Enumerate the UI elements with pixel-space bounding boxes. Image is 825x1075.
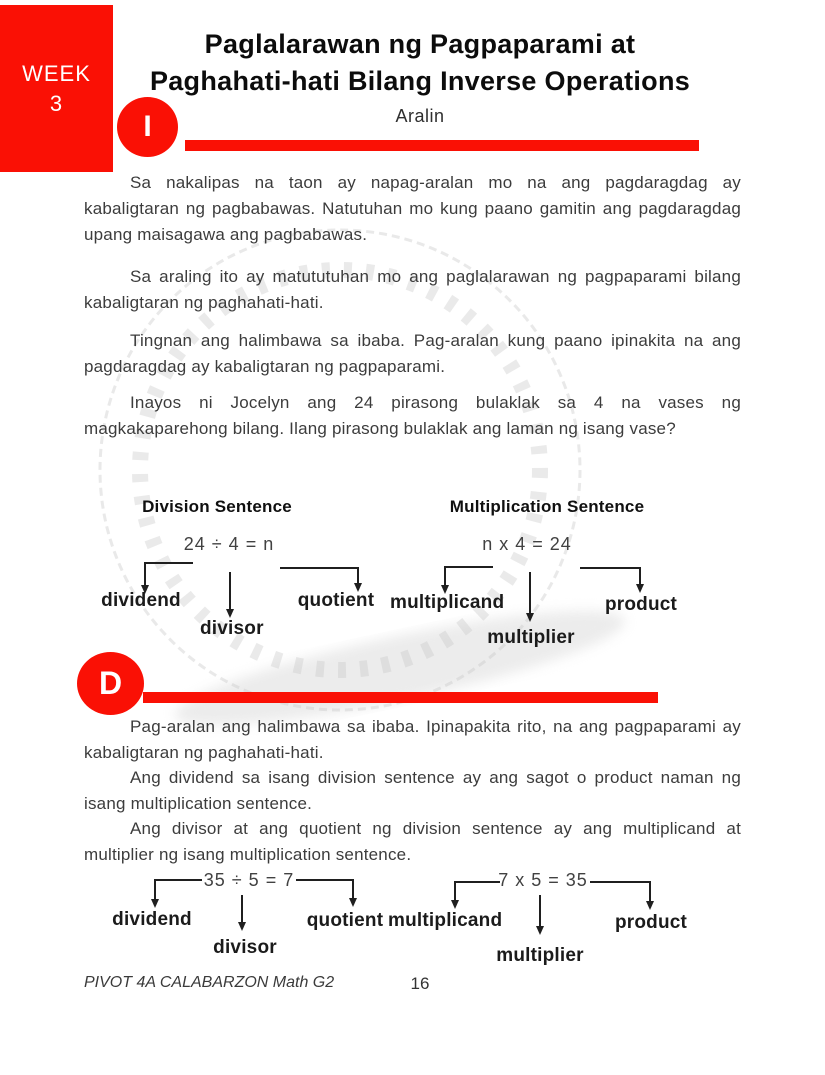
multiplication-equation: n x 4 = 24 — [482, 534, 572, 554]
aralin-label: Aralin — [395, 106, 445, 126]
title-line-2: Paghahati-hati Bilang Inverse Operations — [149, 66, 691, 96]
division-sentence-heading: Division Sentence — [142, 497, 292, 516]
multiplier-label: multiplier — [496, 945, 584, 966]
intro-text — [84, 170, 741, 442]
week-box — [0, 5, 113, 172]
division-example-diagram — [90, 865, 400, 965]
section-d-text — [84, 714, 741, 867]
divisor-label: divisor — [200, 618, 264, 639]
page-number: 16 — [410, 974, 430, 993]
multiplicand-label: multiplicand — [390, 592, 505, 613]
paragraph-2: Sa araling ito ay matututuhan mo ang paglalarawan ng pagpaparami bilang kabaligtaran ng paghahati-hati. — [84, 267, 741, 312]
paragraph-6: Ang dividend sa isang division sentence ay ang sagot o product naman ng isang multiplication sentence. — [84, 768, 741, 813]
quotient-label: quotient — [306, 910, 384, 931]
section-d-rule — [143, 692, 658, 703]
week-label: WEEK — [22, 60, 91, 86]
paragraph-3: Tingnan ang halimbawa sa ibaba. Pag-aralan kung paano ipinakita na ang pagdaragdag ay kabaligtaran ng pagpaparami. — [84, 331, 741, 376]
title-line-1: Paglalarawan ng Pagpaparami at — [204, 29, 636, 59]
section-d-badge — [77, 652, 144, 715]
multiplication-example-diagram — [380, 865, 740, 970]
week-number: 3 — [49, 90, 64, 116]
page-title — [115, 26, 725, 100]
multiplier-label: multiplier — [487, 627, 575, 648]
multiplication-example-equation: 7 x 5 = 35 — [498, 870, 588, 890]
paragraph-4: Inayos ni Jocelyn ang 24 pirasong bulaklak sa 4 na vases ng magkakaparehong bilang. Ilang pirasong bulaklak ang laman ng isang vase? — [84, 393, 741, 438]
product-label: product — [604, 594, 678, 615]
paragraph-1: Sa nakalipas na taon ay napag-aralan mo na ang pagdaragdag ay kabaligtaran ng pagbabawas. Natutuhan mo kung paano gamitin ang pagdaragdag upang maisagawa ang pagbabawas. — [84, 173, 741, 244]
paragraph-7: Ang divisor at ang quotient ng division sentence ay ang multiplicand at multiplier ng isang multiplication sentence. — [84, 819, 741, 864]
section-i-rule — [185, 140, 699, 151]
dividend-label: dividend — [101, 590, 181, 611]
dividend-label: dividend — [112, 909, 192, 930]
footer-credit: PIVOT 4A CALABARZON Math G2 — [84, 974, 335, 991]
multiplication-sentence-diagram — [390, 528, 690, 653]
multiplication-sentence-heading: Multiplication Sentence — [449, 497, 645, 516]
section-i-letter: I — [143, 110, 152, 143]
division-example-equation: 35 ÷ 5 = 7 — [203, 870, 295, 890]
multiplicand-label: multiplicand — [388, 910, 503, 931]
section-d-letter: D — [98, 665, 123, 701]
product-label: product — [614, 912, 688, 933]
quotient-label: quotient — [297, 590, 375, 611]
divisor-label: divisor — [213, 937, 277, 958]
section-i-badge — [117, 97, 178, 157]
paragraph-5: Pag-aralan ang halimbawa sa ibaba. Ipinapakita rito, na ang pagpaparami ay kabaligtaran ng paghahati-hati. — [84, 717, 741, 762]
division-sentence-diagram — [90, 528, 390, 648]
division-equation: 24 ÷ 4 = n — [183, 534, 275, 554]
